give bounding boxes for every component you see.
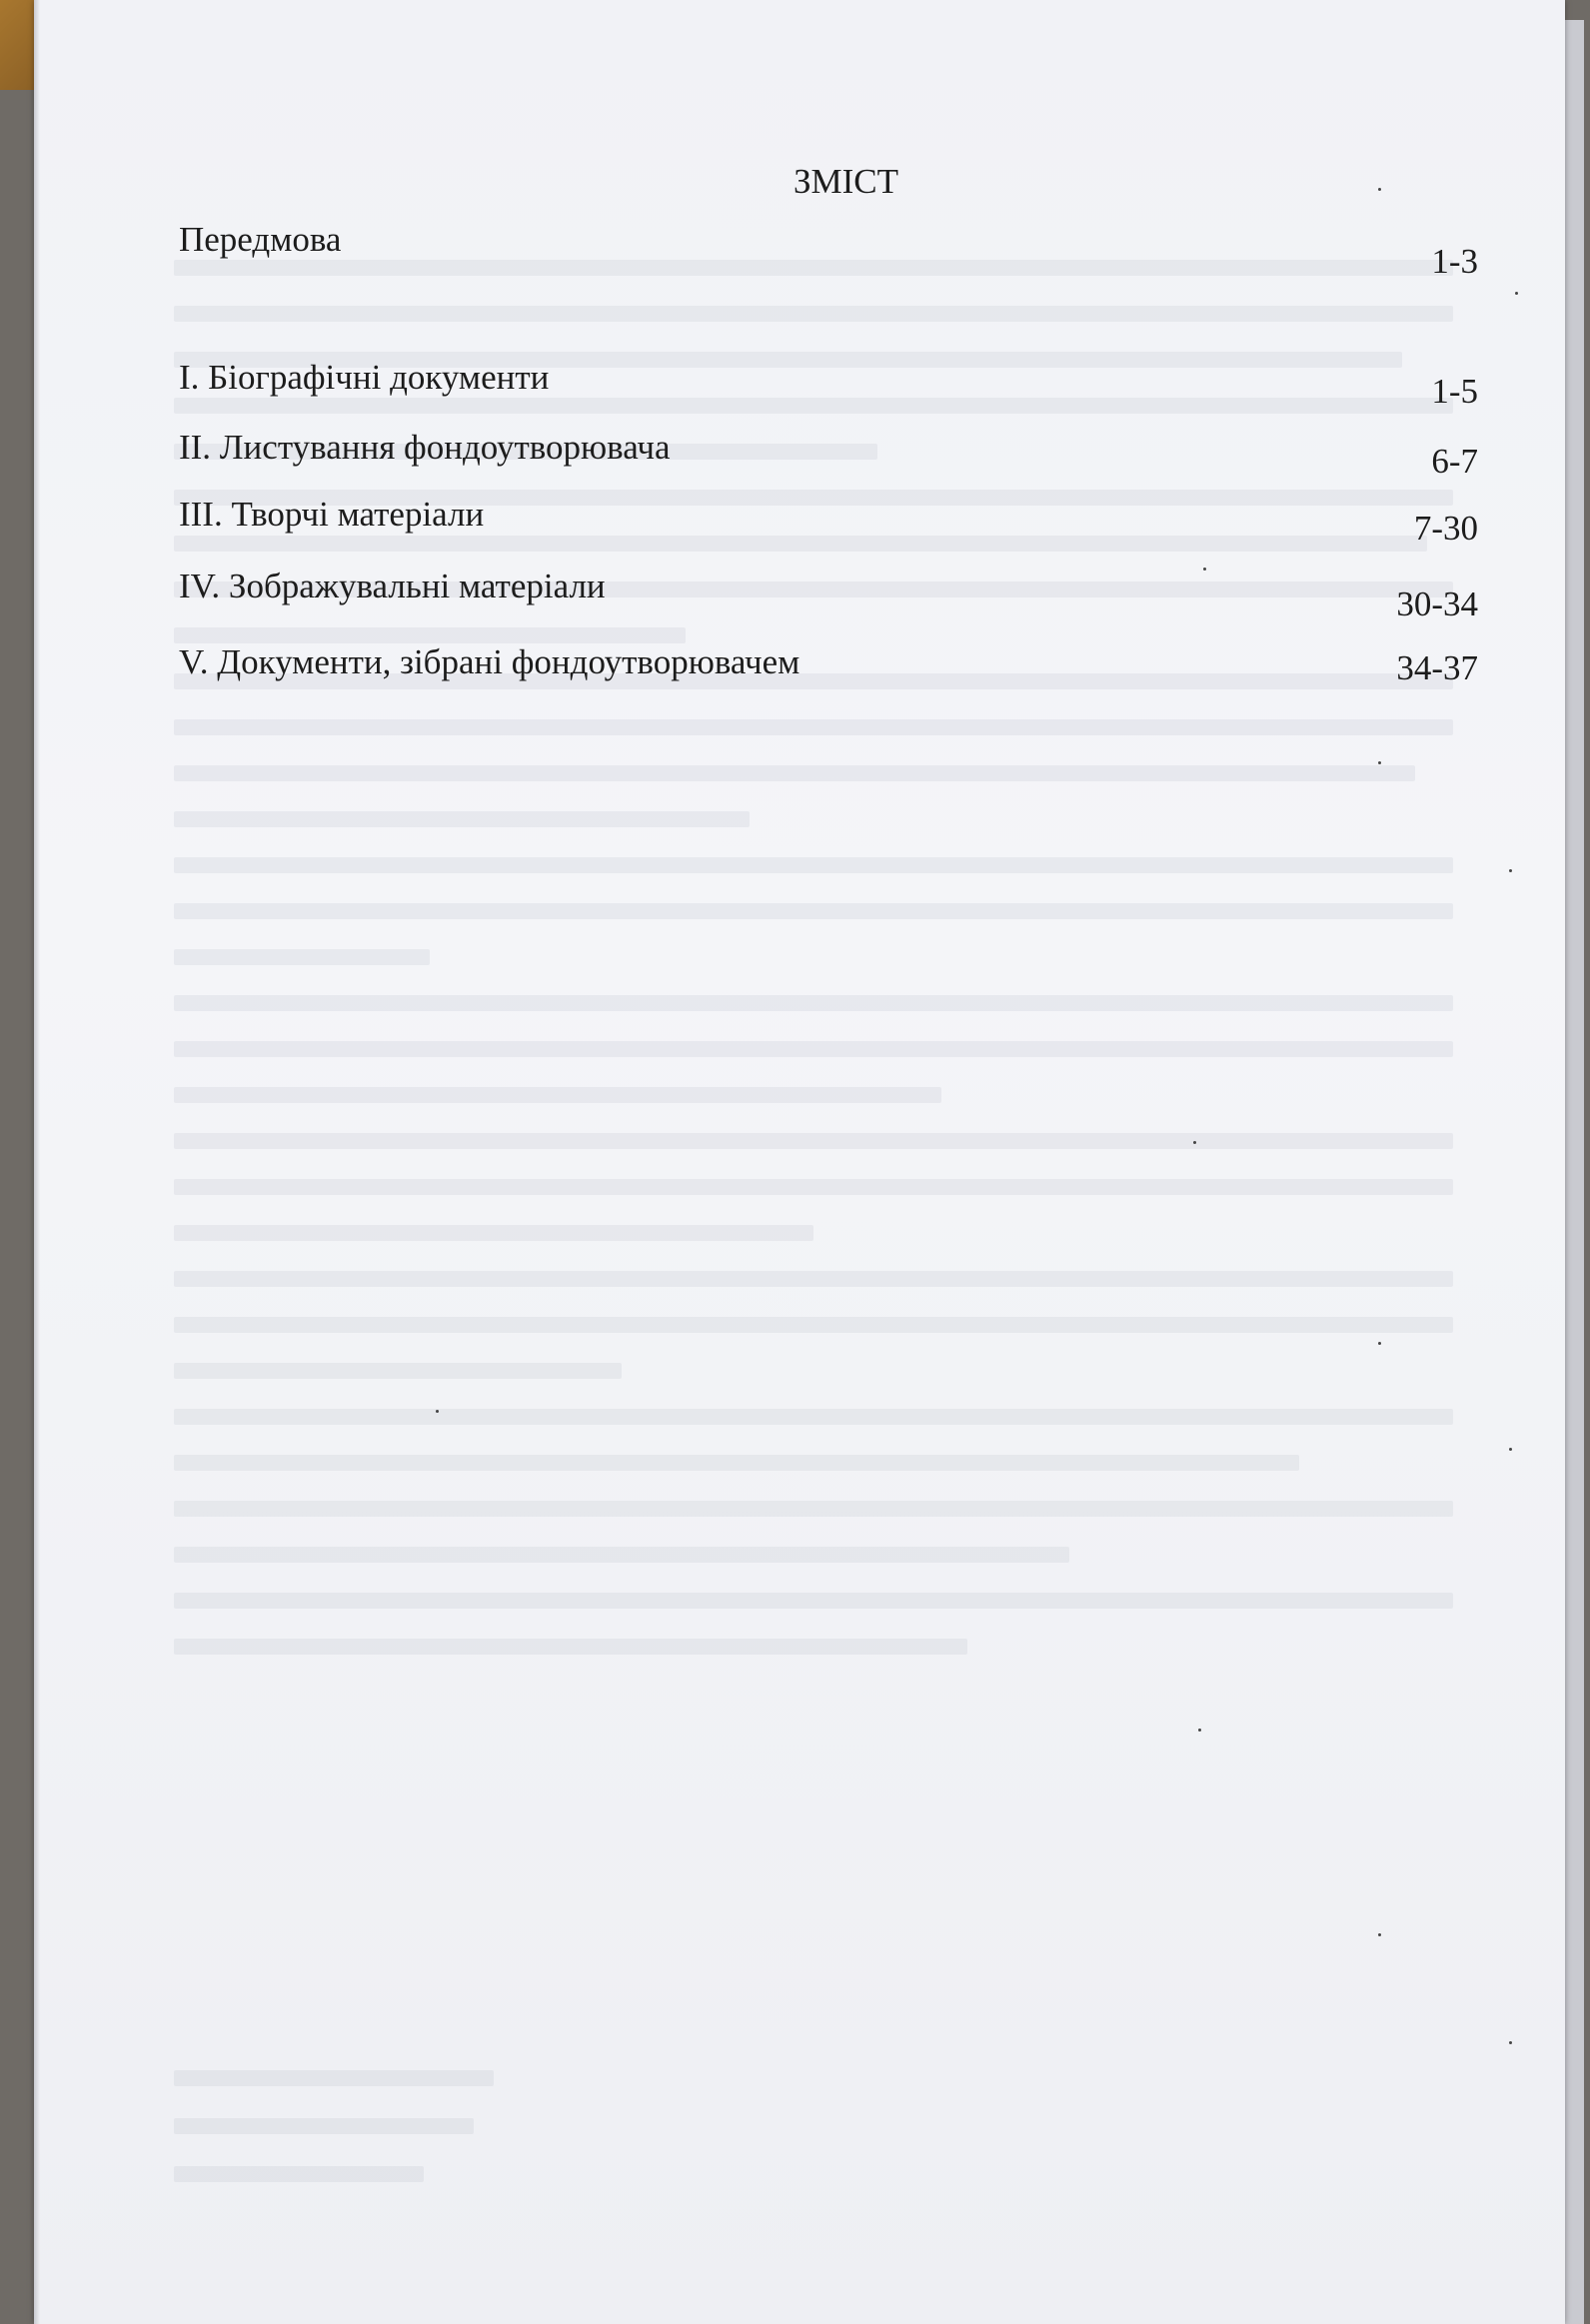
toc-entry-label: IV. Зображувальні матеріали: [179, 567, 606, 605]
toc-entry-pages: 34-37: [1396, 648, 1478, 687]
show-through-footer: [174, 2118, 474, 2134]
page-edge: [34, 0, 40, 2324]
toc-entry: [179, 567, 1478, 623]
show-through-footer: [174, 2070, 494, 2086]
toc-entry-pages: 30-34: [1396, 584, 1478, 623]
speck: [436, 1410, 439, 1413]
speck: [1193, 1141, 1196, 1144]
toc-entry-label: ІІ. Листування фондоутворювача: [179, 428, 671, 467]
toc-entry-label: І. Біографічні документи: [179, 358, 550, 397]
show-through-footer: [174, 2166, 424, 2182]
speck: [1198, 1729, 1201, 1732]
document-page: [34, 0, 1565, 2324]
toc-entry-pages: 6-7: [1431, 442, 1478, 481]
speck: [1509, 869, 1512, 872]
toc-entry: [179, 495, 1478, 548]
speck: [1378, 188, 1381, 191]
speck: [1509, 1448, 1512, 1451]
speck: [1515, 292, 1518, 295]
speck: [1378, 1342, 1381, 1345]
toc-entry-label: ІІІ. Творчі матеріали: [179, 495, 485, 534]
toc-entry: [179, 358, 1478, 411]
speck: [1378, 761, 1381, 764]
toc-entry-pages: 1-3: [1431, 242, 1478, 281]
toc-entry-label: Передмова: [179, 220, 342, 259]
speck: [1378, 1933, 1381, 1936]
toc-entry: [179, 428, 1478, 481]
toc-entry: [179, 220, 1478, 281]
toc-entry-pages: 7-30: [1413, 509, 1478, 548]
toc-entry-label: V. Документи, зібрані фондоутворювачем: [179, 642, 800, 681]
toc-title: ЗМІСТ: [794, 162, 899, 201]
toc-entry-pages: 1-5: [1431, 372, 1478, 411]
toc-entry: [179, 642, 1478, 692]
speck: [1509, 2041, 1512, 2044]
